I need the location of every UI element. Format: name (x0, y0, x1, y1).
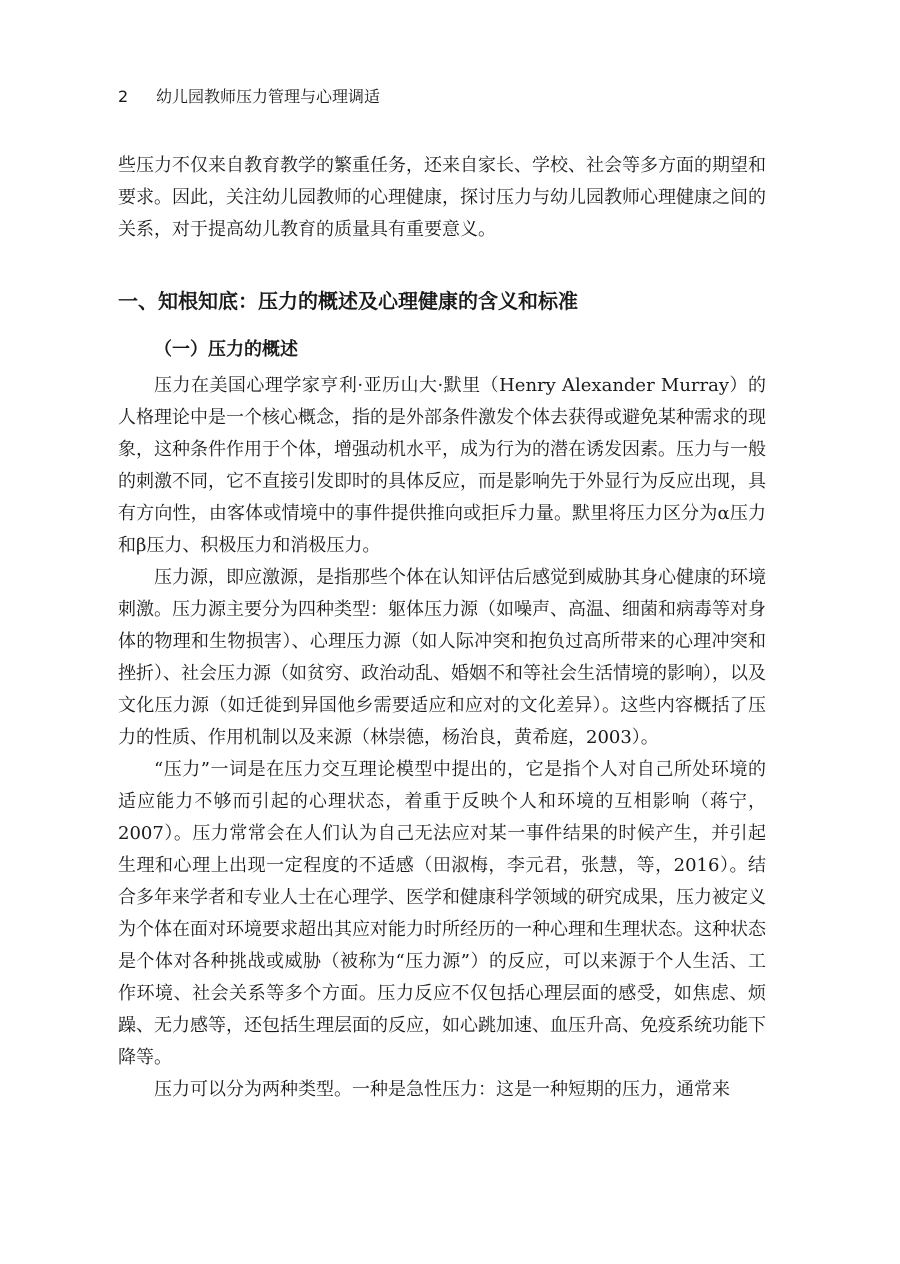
paragraph-stress-types: 压力可以分为两种类型。一种是急性压力：这是一种短期的压力，通常来 (154, 1079, 730, 1100)
paragraph-continued: 些压力不仅来自教育教学的繁重任务，还来自家长、学校、社会等多方面的期望和要求。因此，关注幼儿园教师的心理健康，探讨压力与幼儿园教师心理健康之间的关系，对于提高幼儿教育的质量具有重要意义。 (118, 155, 766, 240)
section-heading: 一、知根知底：压力的概述及心理健康的含义和标准 (118, 289, 578, 313)
book-title: 幼儿园教师压力管理与心理调适 (156, 87, 381, 106)
paragraph-stressors: 压力源，即应激源，是指那些个体在认知评估后感觉到威胁其身心健康的环境刺激。压力源主要分为四种类型：躯体压力源（如噪声、高温、细菌和病毒等对身体的物理和生物损害）、心理压力源（如人际冲突和抱负过高所带来的心理冲突和挫折）、社会压力源（如贫穷、政治动乱、婚姻不和等社会生活情境的影响），以及文化压力源（如迁徙到异国他乡需要适应和应对的文化差异）。这些内容概括了压力的性质、作用机制以及来源（林崇德，杨治良，黄希庭，2003）。 (118, 567, 766, 748)
subsection-heading: （一）压力的概述 (154, 339, 298, 360)
paragraph-murray-theory: 压力在美国心理学家亨利·亚历山大·默里（Henry Alexander Murray）的人格理论中是一个核心概念，指的是外部条件激发个体去获得或避免某种需求的现象，这种条件作用于个体，增强动机水平，成为行为的潜在诱发因素。压力与一般的刺激不同，它不直接引发即时的具体反应，而是影响先于外显行为反应出现，具有方向性，由客体或情境中的事件提供推向或拒斥力量。默里将压力区分为α压力和β压力、积极压力和消极压力。 (118, 375, 766, 556)
running-header (118, 86, 380, 108)
page-number: 2 (118, 87, 129, 106)
page-body (118, 150, 766, 1106)
paragraph-stress-definition: “压力”一词是在压力交互理论模型中提出的，它是指个人对自己所处环境的适应能力不够而引起的心理状态，着重于反映个人和环境的互相影响（蒋宁，2007）。压力常常会在人们认为自己无法应对某一事件结果的时候产生，并引起生理和心理上出现一定程度的不适感（田淑梅，李元君，张慧，等，2016）。结合多年来学者和专业人士在心理学、医学和健康科学领域的研究成果，压力被定义为个体在面对环境要求超出其应对能力时所经历的一种心理和生理状态。这种状态是个体对各种挑战或威胁（被称为“压力源”）的反应，可以来源于个人生活、工作环境、社会关系等多个方面。压力反应不仅包括心理层面的感受，如焦虑、烦躁、无力感等，还包括生理层面的反应，如心跳加速、血压升高、免疫系统功能下降等。 (118, 759, 766, 1068)
